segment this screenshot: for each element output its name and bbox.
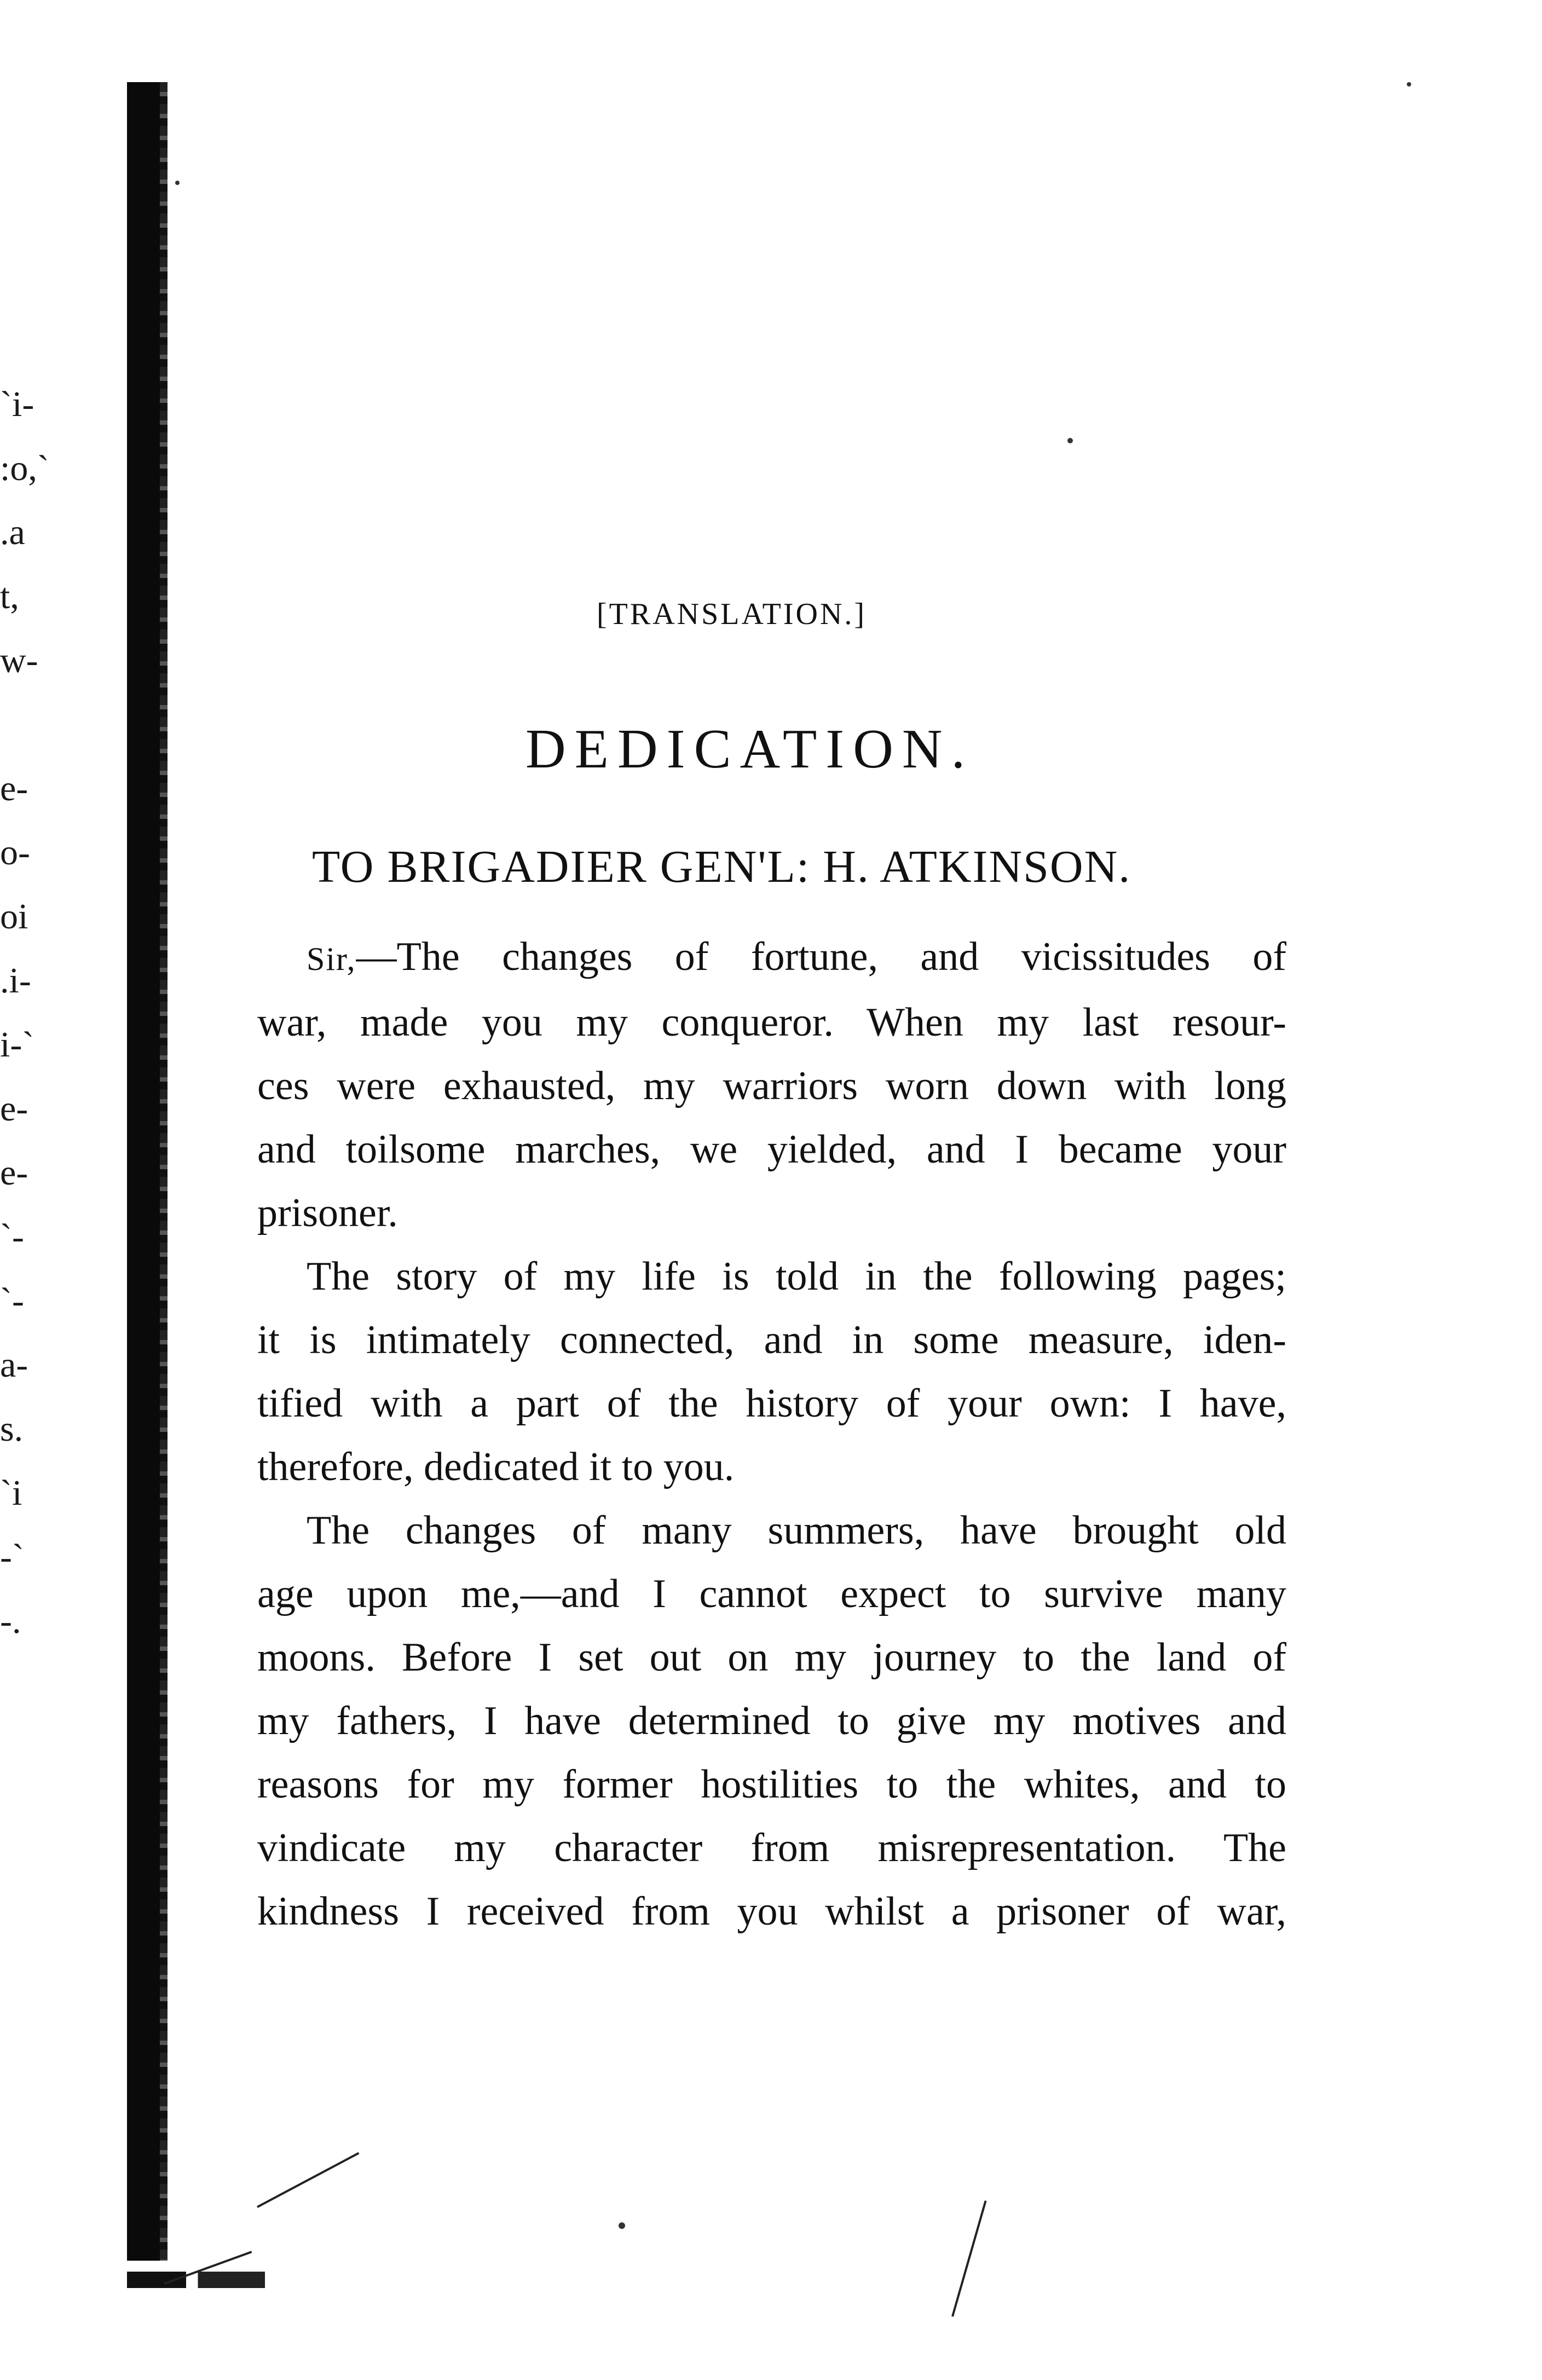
facing-fragment: :o,` — [0, 448, 49, 488]
facing-fragment: e- — [0, 1089, 28, 1129]
translation-label: [TRANSLATION.] — [597, 597, 867, 631]
addressee-line: TO BRIGADIER GEN'L: H. ATKINSON. — [312, 841, 1131, 892]
paragraph-1-line: war, made you my conqueror. When my last resour- — [257, 1000, 1286, 1045]
facing-fragment: .a — [0, 512, 25, 552]
facing-fragment: s. — [0, 1409, 24, 1449]
facing-fragment: -. — [0, 1601, 21, 1641]
paragraph-3-line: moons. Before I set out on my journey to the land of — [257, 1635, 1286, 1680]
scan-scratch — [951, 2200, 986, 2317]
dedication-body — [257, 925, 1286, 1943]
facing-fragment: -` — [0, 1537, 24, 1577]
paragraph-1-line — [257, 925, 1286, 991]
facing-fragment: `i- — [0, 384, 34, 424]
facing-fragment: t, — [0, 576, 19, 616]
page-title: DEDICATION. — [525, 718, 974, 780]
facing-fragment: `i — [0, 1473, 22, 1513]
paragraph-3-line: my fathers, I have determined to give my motives and — [257, 1699, 1286, 1743]
binding-base-mark — [127, 2272, 324, 2288]
paragraph-1-line: prisoner. — [257, 1191, 398, 1235]
facing-fragment: e- — [0, 1153, 28, 1193]
paragraph-3-line: vindicate my character from misrepresentation. The — [257, 1826, 1286, 1870]
paragraph-3-line: age upon me,—and I cannot expect to survive many — [257, 1572, 1286, 1616]
facing-fragment: .i- — [0, 961, 31, 1001]
paragraph-3-line: The changes of many summers, have brought old — [307, 1508, 1286, 1553]
facing-fragment: w- — [0, 640, 38, 680]
facing-fragment: i-` — [0, 1025, 34, 1065]
paragraph-2-line: The story of my life is told in the following pages; — [307, 1254, 1286, 1299]
paragraph-2-line: tified with a part of the history of your own: I have, — [257, 1381, 1286, 1426]
paragraph-3-line: kindness I received from you whilst a prisoner of war, — [257, 1889, 1286, 1934]
binding-gutter — [127, 82, 165, 2261]
facing-fragment: `- — [0, 1217, 24, 1257]
paragraph-1-line: ces were exhausted, my warriors worn down with long — [257, 1064, 1286, 1108]
facing-fragment — [0, 692, 82, 756]
facing-fragment: oi — [0, 897, 28, 937]
paragraph-1-line: and toilsome marches, we yielded, and I became your — [257, 1127, 1286, 1172]
paragraph-3-line: reasons for my former hostilities to the whites, and to — [257, 1762, 1286, 1807]
facing-fragment: `- — [0, 1281, 24, 1321]
paragraph-2-line: therefore, dedicated it to you. — [257, 1445, 735, 1489]
scan-speck — [1407, 82, 1411, 86]
facing-fragment: e- — [0, 769, 28, 808]
scan-speck — [619, 2222, 625, 2229]
scan-speck — [175, 181, 180, 185]
facing-page-fragments — [0, 372, 82, 1653]
facing-fragment: a- — [0, 1345, 28, 1385]
facing-fragment: o- — [0, 833, 30, 873]
scan-speck — [1067, 438, 1073, 443]
scan-scratch — [257, 2152, 359, 2208]
salutation: Sir, — [307, 941, 356, 977]
paragraph-2-line: it is intimately connected, and in some measure, iden- — [257, 1318, 1286, 1362]
paragraph-1-text: —The changes of fortune, and vicissitudes of — [356, 934, 1286, 979]
